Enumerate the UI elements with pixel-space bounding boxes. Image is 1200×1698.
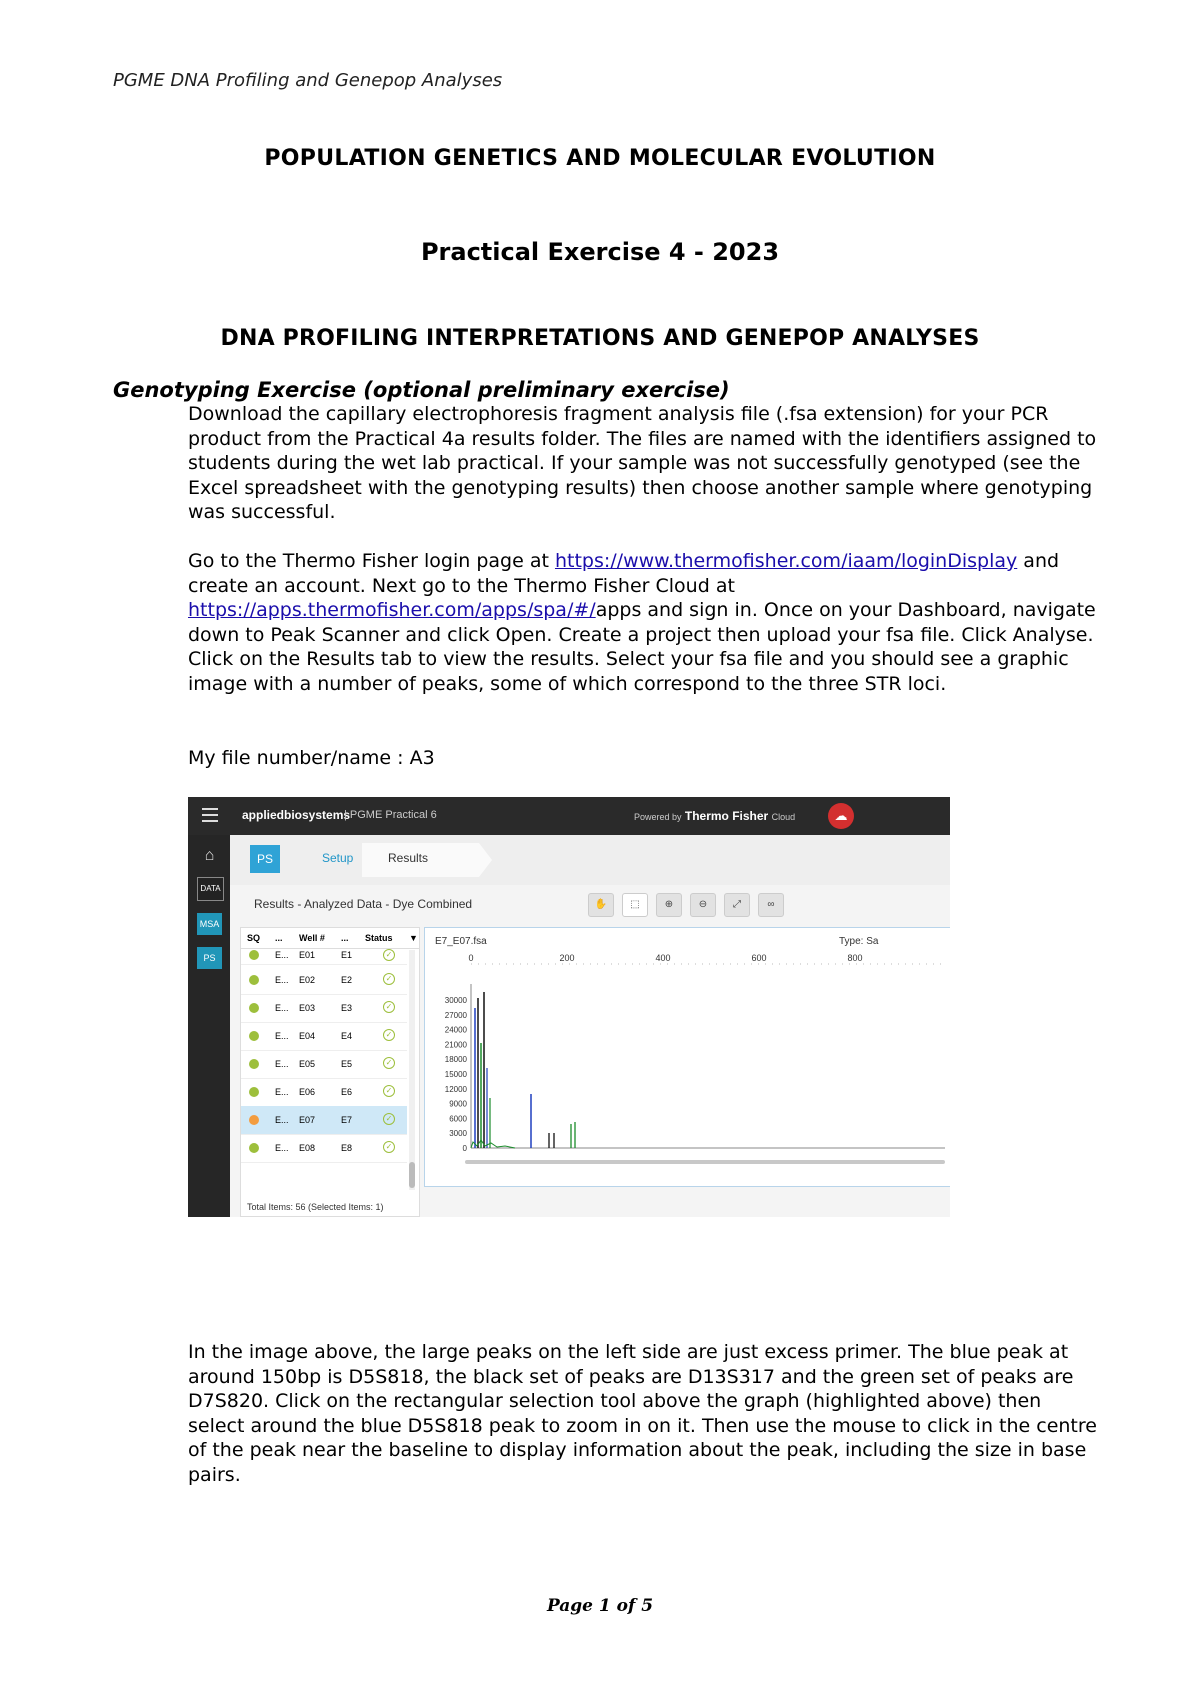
cell-sample: E...	[275, 1115, 289, 1125]
status-dot	[249, 1143, 259, 1153]
table-row[interactable]	[241, 994, 407, 1023]
cell-sample: E...	[275, 950, 289, 960]
electropherogram-panel	[424, 927, 950, 1187]
check-icon: ✓	[383, 1029, 395, 1041]
x-tick-label: 200	[559, 953, 575, 963]
powered-by	[634, 809, 795, 823]
table-row-selected[interactable]	[241, 1106, 407, 1135]
running-header: PGME DNA Profiling and Genepop Analyses	[113, 70, 503, 91]
tab-setup[interactable]: Setup	[322, 851, 354, 865]
cell-pos: E2	[341, 975, 353, 985]
fit-icon[interactable]: ⤢	[724, 893, 750, 917]
login-text-a: Go to the Thermo Fisher login page at	[188, 550, 555, 572]
status-dot	[249, 975, 259, 985]
toolbar-row	[230, 885, 950, 925]
cell-sample: E...	[275, 1031, 289, 1041]
check-icon: ✓	[383, 1001, 395, 1013]
col-dots1[interactable]: ...	[275, 933, 283, 943]
cell-pos: E3	[341, 1003, 353, 1013]
y-tick-label: 27000	[444, 1010, 467, 1020]
cell-pos: E5	[341, 1059, 353, 1069]
breadcrumb: Results - Analyzed Data - Dye Combined	[254, 897, 473, 911]
col-dots2[interactable]: ...	[341, 933, 349, 943]
check-icon: ✓	[383, 1085, 395, 1097]
cell-well: E02	[299, 975, 316, 985]
pan-icon[interactable]: ✋	[588, 893, 614, 917]
status-dot	[249, 1115, 259, 1125]
check-icon: ✓	[383, 1141, 395, 1153]
practical-title: Practical Exercise 4 - 2023	[420, 238, 780, 266]
cell-well: E08	[299, 1143, 316, 1153]
login-text-b: and create an account. Next go to the Thermo Fisher Cloud at	[188, 550, 1060, 597]
x-tick-label: 0	[468, 953, 474, 963]
workflow-steps	[230, 835, 950, 886]
tab-results[interactable]: Results	[388, 851, 429, 865]
cell-pos: E8	[341, 1143, 353, 1153]
nav-data[interactable]: DATA	[197, 877, 224, 901]
section-heading: Genotyping Exercise (optional preliminary exercise)	[113, 378, 730, 402]
nav-msa[interactable]: MSA	[197, 913, 222, 935]
powered-brand: Thermo Fisher	[684, 809, 769, 823]
status-dot	[249, 1059, 259, 1069]
table-row[interactable]	[241, 1078, 407, 1107]
cell-well: E04	[299, 1031, 316, 1041]
home-icon[interactable]: ⌂	[204, 847, 215, 864]
col-status[interactable]: Status	[365, 933, 393, 943]
sample-table	[240, 927, 420, 1217]
status-dot	[249, 950, 259, 960]
cell-sample: E...	[275, 1143, 289, 1153]
powered-cloud: Cloud	[771, 812, 796, 822]
status-dot	[249, 1003, 259, 1013]
filter-icon[interactable]: ▼	[409, 933, 418, 943]
cell-pos: E4	[341, 1031, 353, 1041]
cell-sample: E...	[275, 1003, 289, 1013]
y-tick-label: 18000	[444, 1055, 467, 1065]
cell-well: E06	[299, 1087, 316, 1097]
cell-well: E03	[299, 1003, 316, 1013]
course-title: POPULATION GENETICS AND MOLECULAR EVOLUTION	[264, 146, 936, 171]
paragraph-explanation: In the image above, the large peaks on the left side are just excess primer. The blue peak at around 150bp is D5S818, the black set of peaks are D13S317 and the green set of peaks are D7S820. Click on the rectangular selection tool above the graph (highlighted above) then select around the blue D5S818 peak to zoom in on it. Then use the mouse to click in the centre of the peak near the baseline to display information about the peak, including the size in base pairs.	[188, 1341, 1097, 1486]
x-tick-label: 600	[751, 953, 767, 963]
menu-icon[interactable]	[202, 808, 218, 822]
plot-filename: E7_E07.fsa	[435, 936, 487, 947]
powered-small: Powered by	[634, 812, 682, 822]
status-dot	[249, 1087, 259, 1097]
x-tick-label: 800	[847, 953, 863, 963]
table-row[interactable]	[241, 1022, 407, 1051]
y-tick-label: 24000	[444, 1025, 467, 1035]
topic-title: DNA PROFILING INTERPRETATIONS AND GENEPOP ANALYSES	[220, 326, 980, 351]
cell-pos: E7	[341, 1115, 353, 1125]
brand-logo: appliedbiosystems	[242, 808, 351, 822]
x-tick-label: 400	[655, 953, 671, 963]
y-tick-label: 12000	[444, 1084, 467, 1094]
cloud-icon[interactable]: ☁	[828, 803, 854, 829]
cell-pos: E6	[341, 1087, 353, 1097]
paragraph-login	[188, 549, 1100, 696]
cell-sample: E...	[275, 1087, 289, 1097]
peak-scanner-screenshot	[188, 797, 950, 1217]
zoom-in-icon[interactable]: ⊕	[656, 893, 682, 917]
y-tick-label: 30000	[444, 996, 467, 1005]
nav-ps[interactable]: PS	[197, 947, 222, 969]
paragraph-download: Download the capillary electrophoresis fragment analysis file (.fsa extension) for your PCR product from the Practical 4a results folder. The files are named with the identifiers assigned to students during the wet lab practical. If your sample was not successfully genotyped (see the Excel spreadsheet with the genotyping results) then choose another sample where genotyping was successful.	[188, 403, 1097, 523]
check-icon: ✓	[383, 973, 395, 985]
file-name-line: My file number/name : A3	[188, 747, 435, 769]
cell-well: E05	[299, 1059, 316, 1069]
app-topbar	[188, 797, 950, 835]
col-well[interactable]: Well #	[299, 933, 325, 943]
login-link[interactable]: https://www.thermofisher.com/iaam/loginDisplay	[554, 550, 1018, 572]
y-tick-label: 21000	[444, 1040, 467, 1050]
total-items: Total Items: 56 (Selected Items: 1)	[247, 1202, 384, 1212]
check-icon: ✓	[383, 1057, 395, 1069]
y-tick-label: 6000	[449, 1114, 467, 1124]
plot-scrollbar[interactable]	[465, 1160, 945, 1164]
plot-type: Type: Sa	[839, 936, 879, 947]
login-text-c: apps and sign in. Once on your Dashboard, navigate down to Peak Scanner and click Open. Create a project then upload your fsa file. Click Analyse. Click on the Results tab to view the results. Select your fsa file and you should see a graphic image with a number of peaks, some of which correspond to the three STR loci.	[188, 599, 1096, 695]
col-sq[interactable]: SQ	[247, 933, 261, 943]
table-row[interactable]	[241, 948, 407, 965]
cell-well: E01	[299, 950, 316, 960]
y-tick-label: 3000	[449, 1129, 467, 1139]
electropherogram[interactable]	[425, 928, 950, 1186]
check-icon: ✓	[383, 1113, 395, 1125]
table-row[interactable]	[241, 966, 407, 995]
rect-select-icon[interactable]: ⬚	[622, 893, 648, 917]
cell-pos: E1	[341, 950, 353, 960]
y-tick-label: 0	[462, 1144, 467, 1153]
cloud-link[interactable]: https://apps.thermofisher.com/apps/spa/#/	[188, 599, 596, 621]
cell-sample: E...	[275, 1059, 289, 1069]
project-name[interactable]: | PGME Practical 6	[344, 809, 437, 821]
side-nav	[188, 835, 230, 1217]
y-tick-label: 15000	[444, 1070, 467, 1079]
link-icon[interactable]: ∞	[758, 893, 784, 917]
y-tick-label: 9000	[449, 1099, 467, 1109]
table-scrollbar[interactable]	[409, 950, 415, 1190]
cell-well: E07	[299, 1115, 316, 1125]
zoom-out-icon[interactable]: ⊖	[690, 893, 716, 917]
page-number: Page 1 of 5	[546, 1596, 654, 1616]
status-dot	[249, 1031, 259, 1041]
table-header	[241, 928, 419, 949]
table-row[interactable]	[241, 1134, 407, 1163]
ps-badge: PS	[250, 845, 280, 873]
check-icon: ✓	[383, 949, 395, 961]
cell-sample: E...	[275, 975, 289, 985]
table-row[interactable]	[241, 1050, 407, 1079]
